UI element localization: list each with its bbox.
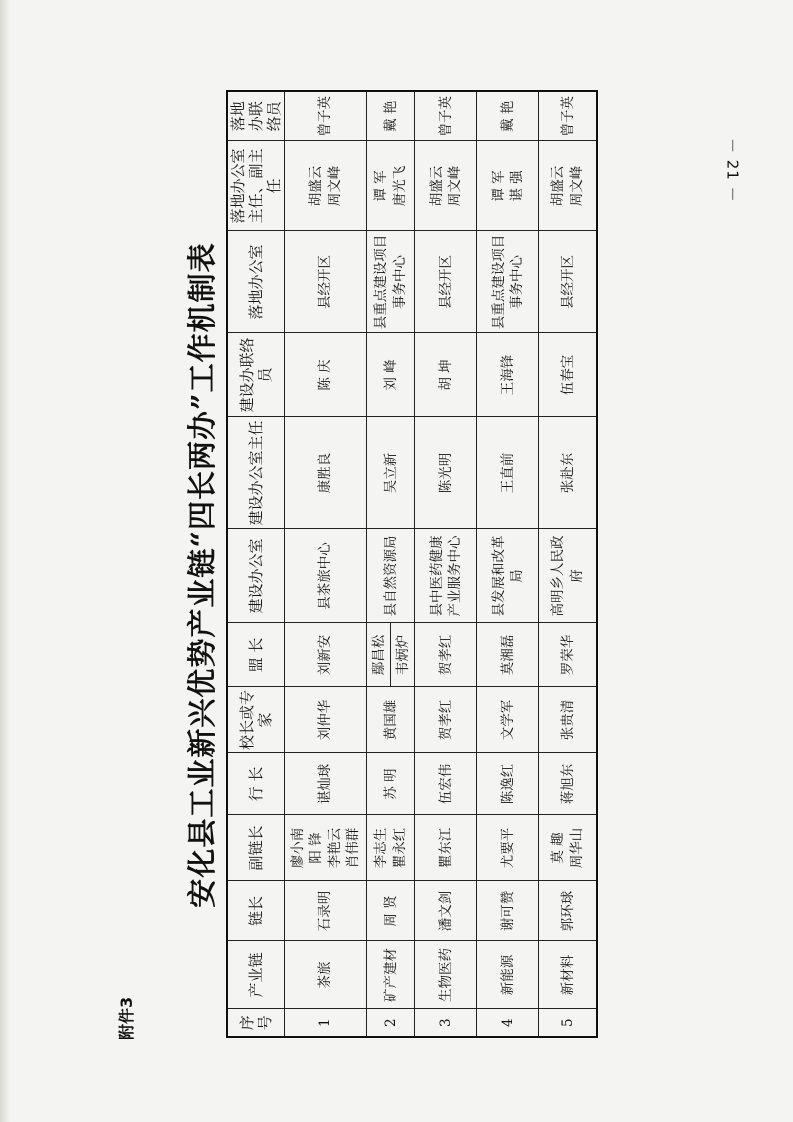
header-alliance: 盟 长 [227, 623, 285, 687]
landing-office-directors: 胡盛云 周文峰 [539, 141, 597, 231]
deputy-leaders: 尤要平 [477, 815, 539, 881]
construction-office-director: 康胜良 [285, 417, 367, 529]
bank-head: 伍宏伟 [415, 753, 477, 815]
landing-office-directors: 谭 军 谌 强 [477, 141, 539, 231]
landing-liaison: 戴 艳 [367, 91, 415, 141]
table-row [539, 91, 597, 1037]
construction-office-director: 王直前 [477, 417, 539, 529]
landing-liaison: 曾子英 [285, 91, 367, 141]
alliance-head: 莫湘磊 [477, 623, 539, 687]
deputy-leaders: 瞿东江 [415, 815, 477, 881]
header-deputy: 副链长 [227, 815, 285, 881]
scan-edge-shadow [0, 0, 10, 1122]
alliance-head-primary: 鄢昌松 [367, 623, 391, 687]
header-office-director: 建设办公室主任 [227, 417, 285, 529]
chain-name: 新能源 [477, 941, 539, 1009]
expert: 文学军 [477, 687, 539, 753]
expert: 黄国雄 [367, 687, 415, 753]
header-chain: 产业链 [227, 941, 285, 1009]
landing-liaison: 戴 艳 [477, 91, 539, 141]
alliance-head: 贺孝红 [415, 623, 477, 687]
row-no: 2 [367, 1009, 415, 1037]
expert: 张贵清 [539, 687, 597, 753]
table-row [285, 91, 367, 1037]
alliance-head-secondary: 韦炳炉 [391, 623, 415, 687]
deputy-leaders: 廖小南 阳 锋 李艳云 肖伟群 [285, 815, 367, 881]
chain-name: 矿产建材 [367, 941, 415, 1009]
construction-liaison: 刘 峰 [367, 333, 415, 417]
document-title: 安化县工业新兴优势产业链“四长两办”工作机制表 [185, 242, 219, 908]
table-row [367, 91, 391, 1037]
alliance-head: 罗荣华 [539, 623, 597, 687]
construction-office-director: 张赴东 [539, 417, 597, 529]
table-header-row [227, 91, 285, 1037]
expert: 刘仲华 [285, 687, 367, 753]
chain-leader: 谢可赞 [477, 881, 539, 941]
construction-office: 县发展和改革局 [477, 529, 539, 623]
header-leader: 链长 [227, 881, 285, 941]
construction-liaison: 胡 坤 [415, 333, 477, 417]
header-expert: 校长或专家 [227, 687, 285, 753]
chain-name: 新材料 [539, 941, 597, 1009]
header-landing-liaison: 落地办联络员 [227, 91, 285, 141]
chain-leader: 郭环球 [539, 881, 597, 941]
table-row [415, 91, 477, 1037]
construction-office: 高明乡人民政府 [539, 529, 597, 623]
construction-office-director: 吴立新 [367, 417, 415, 529]
industry-chain-table [226, 90, 598, 1038]
construction-liaison: 陈 庆 [285, 333, 367, 417]
row-no: 4 [477, 1009, 539, 1037]
chain-leader: 石录明 [285, 881, 367, 941]
header-office: 建设办公室 [227, 529, 285, 623]
construction-liaison: 王海锋 [477, 333, 539, 417]
landing-office-directors: 谭 军 唐光飞 [367, 141, 415, 231]
landing-office: 县重点建设项目事务中心 [367, 231, 415, 333]
row-no: 5 [539, 1009, 597, 1037]
table-row [477, 91, 539, 1037]
bank-head: 陈逸红 [477, 753, 539, 815]
landing-office: 县经开区 [539, 231, 597, 333]
header-landing-director: 落地办公室主任、副主任 [227, 141, 285, 231]
construction-liaison: 伍春宝 [539, 333, 597, 417]
bank-head: 苏 明 [367, 753, 415, 815]
alliance-head: 刘新安 [285, 623, 367, 687]
landing-office: 县经开区 [285, 231, 367, 333]
bank-head: 蒋旭东 [539, 753, 597, 815]
header-bank: 行 长 [227, 753, 285, 815]
chain-leader: 潘文剑 [415, 881, 477, 941]
deputy-leaders: 莫 趣 周华山 [539, 815, 597, 881]
construction-office: 县自然资源局 [367, 529, 415, 623]
header-no: 序号 [227, 1009, 285, 1037]
row-no: 3 [415, 1009, 477, 1037]
header-landing-office: 落地办公室 [227, 231, 285, 333]
chain-name: 生物医药 [415, 941, 477, 1009]
landing-office-directors: 胡盛云 周文峰 [415, 141, 477, 231]
expert: 贺孝红 [415, 687, 477, 753]
header-office-liaison: 建设办联络员 [227, 333, 285, 417]
chain-name: 茶旅 [285, 941, 367, 1009]
bank-head: 谌灿球 [285, 753, 367, 815]
attachment-label: 附件3 [117, 996, 136, 1040]
landing-liaison: 曾子英 [539, 91, 597, 141]
construction-office: 县中医药健康产业服务中心 [415, 529, 477, 623]
construction-office: 县茶旅中心 [285, 529, 367, 623]
rotated-page-content [114, 96, 604, 1040]
landing-liaison: 曾子英 [415, 91, 477, 141]
deputy-leaders: 李志生 瞿永红 [367, 815, 415, 881]
page-number: － 21 － [723, 137, 742, 203]
construction-office-director: 陈光明 [415, 417, 477, 529]
landing-office: 县重点建设项目事务中心 [477, 231, 539, 333]
landing-office: 县经开区 [415, 231, 477, 333]
landing-office-directors: 胡盛云 周文峰 [285, 141, 367, 231]
chain-leader: 周 贤 [367, 881, 415, 941]
row-no: 1 [285, 1009, 367, 1037]
